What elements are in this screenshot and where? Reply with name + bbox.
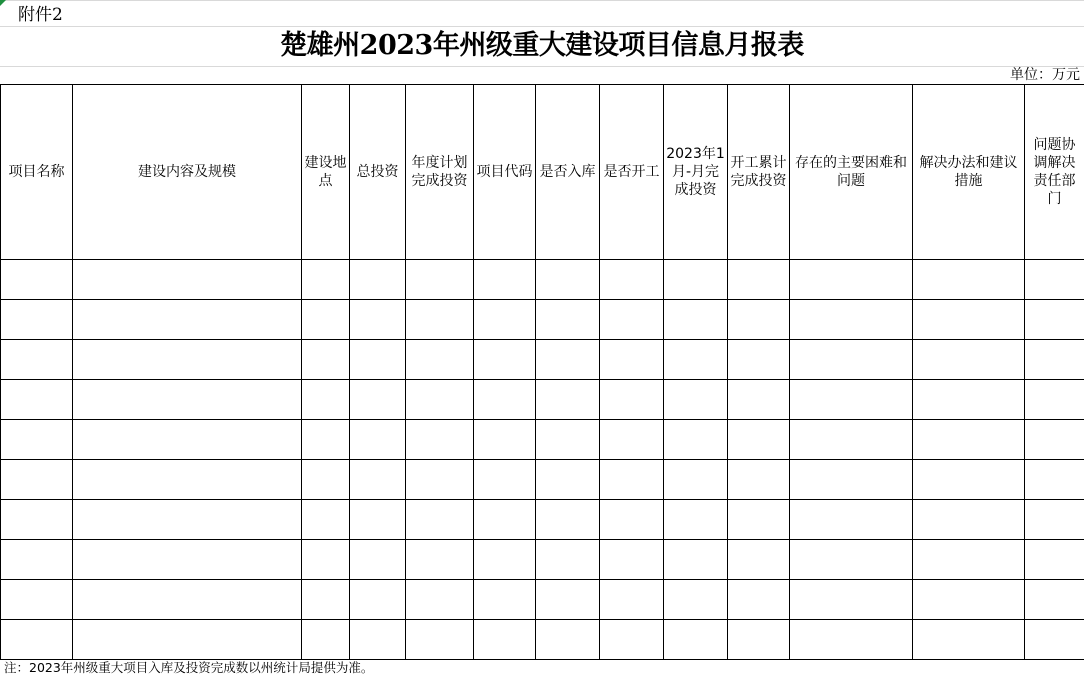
table-cell[interactable] xyxy=(474,540,536,580)
table-cell[interactable] xyxy=(664,500,728,540)
table-cell[interactable] xyxy=(600,300,664,340)
column-header-problems[interactable]: 存在的主要困难和问题 xyxy=(790,85,913,260)
table-cell[interactable] xyxy=(1,260,73,300)
unit-label: 单位：万元 xyxy=(1010,67,1080,83)
table-cell[interactable] xyxy=(536,460,600,500)
table-cell[interactable] xyxy=(1,540,73,580)
column-header-total-investment[interactable]: 总投资 xyxy=(350,85,406,260)
table-cell[interactable] xyxy=(790,420,913,460)
table-cell[interactable] xyxy=(1,420,73,460)
table-cell[interactable] xyxy=(664,420,728,460)
table-row xyxy=(1,620,1084,660)
table-cell[interactable] xyxy=(536,620,600,660)
table-cell[interactable] xyxy=(728,300,790,340)
table-cell[interactable] xyxy=(913,420,1025,460)
column-header-project-code[interactable]: 项目代码 xyxy=(474,85,536,260)
table-cell[interactable] xyxy=(350,500,406,540)
table-cell[interactable] xyxy=(600,460,664,500)
table-cell[interactable] xyxy=(73,380,302,420)
table-cell[interactable] xyxy=(73,620,302,660)
table-cell[interactable] xyxy=(350,580,406,620)
table-row xyxy=(1,460,1084,500)
table-cell[interactable] xyxy=(1025,300,1084,340)
table-row xyxy=(1,580,1084,620)
table-cell[interactable] xyxy=(536,580,600,620)
table-cell[interactable] xyxy=(350,420,406,460)
table-cell[interactable] xyxy=(664,340,728,380)
table-cell[interactable] xyxy=(1025,620,1084,660)
table-cell[interactable] xyxy=(73,460,302,500)
report-title: 楚雄州2023年州级重大建设项目信息月报表 xyxy=(280,30,804,61)
table-cell[interactable] xyxy=(1,380,73,420)
table-cell[interactable] xyxy=(406,420,474,460)
table-row xyxy=(1,340,1084,380)
sheet-top-border xyxy=(0,0,1084,1)
table-cell[interactable] xyxy=(406,540,474,580)
column-header-started[interactable]: 是否开工 xyxy=(600,85,664,260)
table-cell[interactable] xyxy=(1025,420,1084,460)
table-cell[interactable] xyxy=(1,580,73,620)
table-cell[interactable] xyxy=(728,620,790,660)
table-cell[interactable] xyxy=(913,380,1025,420)
table-cell[interactable] xyxy=(1025,580,1084,620)
table-cell[interactable] xyxy=(302,260,350,300)
header-row xyxy=(1,85,1084,260)
table-cell[interactable] xyxy=(913,460,1025,500)
table-cell[interactable] xyxy=(474,340,536,380)
footnote: 注：2023年州级重大项目入库及投资完成数以州统计局提供为准。 xyxy=(4,660,374,675)
table-cell[interactable] xyxy=(406,620,474,660)
table-cell[interactable] xyxy=(474,500,536,540)
table-cell[interactable] xyxy=(350,620,406,660)
table-cell[interactable] xyxy=(913,300,1025,340)
table-cell[interactable] xyxy=(728,580,790,620)
table-cell[interactable] xyxy=(790,260,913,300)
table-cell[interactable] xyxy=(474,420,536,460)
table-cell[interactable] xyxy=(73,300,302,340)
table-cell[interactable] xyxy=(406,260,474,300)
table-cell[interactable] xyxy=(600,500,664,540)
table-cell[interactable] xyxy=(406,300,474,340)
table-cell[interactable] xyxy=(536,300,600,340)
table-cell[interactable] xyxy=(1025,260,1084,300)
table-cell[interactable] xyxy=(913,340,1025,380)
column-header-ytd-investment[interactable]: 2023年1月-月完成投资 xyxy=(664,85,728,260)
table-cell[interactable] xyxy=(600,380,664,420)
table-cell[interactable] xyxy=(474,580,536,620)
column-header-content-scale[interactable]: 建设内容及规模 xyxy=(73,85,302,260)
table-body xyxy=(1,260,1084,660)
table-cell[interactable] xyxy=(1025,540,1084,580)
table-cell[interactable] xyxy=(350,380,406,420)
table-cell[interactable] xyxy=(73,340,302,380)
table-cell[interactable] xyxy=(302,620,350,660)
table-cell[interactable] xyxy=(664,380,728,420)
table-cell[interactable] xyxy=(1025,340,1084,380)
table-cell[interactable] xyxy=(536,500,600,540)
column-header-solutions[interactable]: 解决办法和建议措施 xyxy=(913,85,1025,260)
table-cell[interactable] xyxy=(302,300,350,340)
table-cell[interactable] xyxy=(790,380,913,420)
table-cell[interactable] xyxy=(600,540,664,580)
table-cell[interactable] xyxy=(600,260,664,300)
table-row xyxy=(1,380,1084,420)
table-cell[interactable] xyxy=(406,340,474,380)
table-cell[interactable] xyxy=(474,300,536,340)
table-cell[interactable] xyxy=(73,260,302,300)
table-cell[interactable] xyxy=(790,300,913,340)
table-cell[interactable] xyxy=(536,260,600,300)
table-cell[interactable] xyxy=(350,540,406,580)
table-cell[interactable] xyxy=(406,580,474,620)
table-cell[interactable] xyxy=(913,260,1025,300)
table-cell[interactable] xyxy=(1025,380,1084,420)
table-cell[interactable] xyxy=(1,460,73,500)
table-cell[interactable] xyxy=(664,540,728,580)
table-cell[interactable] xyxy=(790,500,913,540)
table-cell[interactable] xyxy=(664,260,728,300)
table-cell[interactable] xyxy=(302,580,350,620)
table-row xyxy=(1,540,1084,580)
selected-cell-marker xyxy=(0,0,6,6)
table-cell[interactable] xyxy=(728,540,790,580)
table-cell[interactable] xyxy=(474,380,536,420)
report-table xyxy=(0,84,1084,660)
column-header-annual-plan[interactable]: 年度计划完成投资 xyxy=(406,85,474,260)
table-cell[interactable] xyxy=(474,620,536,660)
table-cell[interactable] xyxy=(302,420,350,460)
table-row xyxy=(1,500,1084,540)
table-cell[interactable] xyxy=(728,500,790,540)
table-cell[interactable] xyxy=(73,580,302,620)
table-cell[interactable] xyxy=(600,580,664,620)
table-cell[interactable] xyxy=(350,300,406,340)
column-header-project-name[interactable]: 项目名称 xyxy=(1,85,73,260)
table-cell[interactable] xyxy=(728,340,790,380)
annex-label: 附件2 xyxy=(18,5,63,25)
table-cell[interactable] xyxy=(73,420,302,460)
table-cell[interactable] xyxy=(536,540,600,580)
table-cell[interactable] xyxy=(728,460,790,500)
table-row xyxy=(1,420,1084,460)
column-header-location[interactable]: 建设地点 xyxy=(302,85,350,260)
table-cell[interactable] xyxy=(790,540,913,580)
table-cell[interactable] xyxy=(728,260,790,300)
table-row xyxy=(1,260,1084,300)
column-header-in-database[interactable]: 是否入库 xyxy=(536,85,600,260)
table-cell[interactable] xyxy=(913,500,1025,540)
table-cell[interactable] xyxy=(406,380,474,420)
table-cell[interactable] xyxy=(73,500,302,540)
table-cell[interactable] xyxy=(474,460,536,500)
table-cell[interactable] xyxy=(350,460,406,500)
column-header-responsible-dept[interactable]: 问题协调解决责任部门 xyxy=(1025,85,1084,260)
table-cell[interactable] xyxy=(350,260,406,300)
table-cell[interactable] xyxy=(536,420,600,460)
table-cell[interactable] xyxy=(600,340,664,380)
table-cell[interactable] xyxy=(913,540,1025,580)
table-cell[interactable] xyxy=(728,380,790,420)
table-cell[interactable] xyxy=(474,260,536,300)
table-cell[interactable] xyxy=(913,620,1025,660)
table-cell[interactable] xyxy=(728,420,790,460)
table-cell[interactable] xyxy=(1,500,73,540)
table-cell[interactable] xyxy=(600,420,664,460)
table-cell[interactable] xyxy=(302,340,350,380)
table-cell[interactable] xyxy=(350,340,406,380)
table-cell[interactable] xyxy=(1025,460,1084,500)
table-cell[interactable] xyxy=(664,460,728,500)
table-cell[interactable] xyxy=(600,620,664,660)
table-cell[interactable] xyxy=(664,620,728,660)
table-cell[interactable] xyxy=(302,540,350,580)
table-cell[interactable] xyxy=(536,340,600,380)
table-cell[interactable] xyxy=(302,500,350,540)
table-cell[interactable] xyxy=(302,460,350,500)
table-cell[interactable] xyxy=(406,460,474,500)
table-cell[interactable] xyxy=(664,580,728,620)
table-cell[interactable] xyxy=(1,300,73,340)
table-cell[interactable] xyxy=(302,380,350,420)
table-cell[interactable] xyxy=(790,620,913,660)
table-cell[interactable] xyxy=(913,580,1025,620)
column-header-cumulative-investment[interactable]: 开工累计完成投资 xyxy=(728,85,790,260)
table-cell[interactable] xyxy=(664,300,728,340)
table-cell[interactable] xyxy=(790,460,913,500)
table-cell[interactable] xyxy=(790,580,913,620)
table-cell[interactable] xyxy=(1,340,73,380)
table-cell[interactable] xyxy=(536,380,600,420)
sheet-gridline xyxy=(0,66,1084,67)
table-cell[interactable] xyxy=(1025,500,1084,540)
table-cell[interactable] xyxy=(406,500,474,540)
table-cell[interactable] xyxy=(790,340,913,380)
table-cell[interactable] xyxy=(73,540,302,580)
table-row xyxy=(1,300,1084,340)
table-cell[interactable] xyxy=(1,620,73,660)
